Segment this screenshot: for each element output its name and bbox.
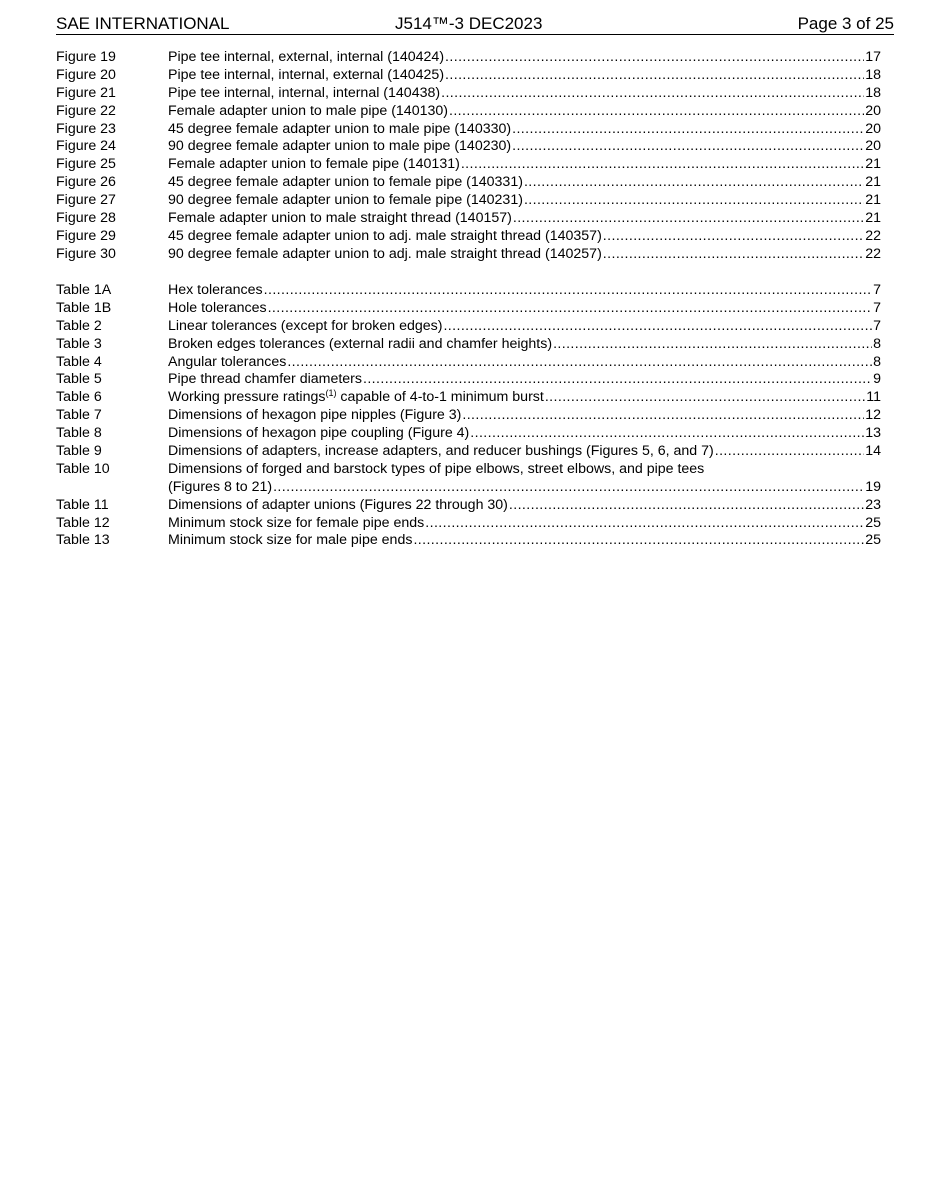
dot-leader xyxy=(553,336,872,354)
toc-entry-label: Figure 28 xyxy=(56,210,116,227)
toc-entry-page: 14 xyxy=(865,443,881,460)
dot-leader xyxy=(524,192,864,210)
dot-leader xyxy=(363,371,872,389)
footnote-marker: (1) xyxy=(325,388,337,399)
toc-entry-title: Minimum stock size for female pipe ends xyxy=(168,514,425,531)
toc-entry-title: Broken edges tolerances (external radii and chamfer heights) xyxy=(168,335,553,352)
toc-entry-title: Hex tolerances xyxy=(168,282,263,298)
toc-entry-label: Table 8 xyxy=(56,425,102,442)
toc-entry-title: 45 degree female adapter union to adj. male straight thread (140357) xyxy=(168,227,602,244)
toc-entry-title xyxy=(168,389,544,407)
toc-entry-page: 18 xyxy=(865,84,881,101)
toc-entry-label: Table 10 xyxy=(56,460,110,477)
toc-entry-title: Dimensions of adapter unions (Figures 22 through 30) xyxy=(168,496,508,513)
dot-leader xyxy=(413,532,864,550)
toc-entry-table-1a[interactable] xyxy=(56,282,881,300)
toc-entry-title: Female adapter union to male pipe (140130) xyxy=(168,102,448,119)
toc-entry-figure-24[interactable] xyxy=(56,138,881,156)
toc-entry-page: 7 xyxy=(873,282,881,298)
dot-leader xyxy=(445,49,864,67)
toc-entry-figure-22[interactable] xyxy=(56,103,881,121)
dot-leader xyxy=(509,497,864,515)
toc-entry-figure-30[interactable] xyxy=(56,246,881,264)
toc-entry-figure-26[interactable] xyxy=(56,174,881,192)
toc-entry-page: 13 xyxy=(865,425,881,442)
toc-entry-label: Table 3 xyxy=(56,335,102,352)
dot-leader xyxy=(287,354,872,372)
toc-entry-label: Table 11 xyxy=(56,496,109,513)
toc-entry-label: Figure 27 xyxy=(56,192,116,209)
dot-leader xyxy=(268,300,873,318)
toc-entry-label: Table 9 xyxy=(56,443,102,460)
toc-entry-title: 90 degree female adapter union to adj. male straight thread (140257) xyxy=(168,245,602,262)
toc-entry-title: Pipe tee internal, external, internal (140424) xyxy=(168,49,445,65)
toc-entry-table-13[interactable] xyxy=(56,532,881,550)
toc-entry-title: Minimum stock size for male pipe ends xyxy=(168,532,413,549)
toc-entry-label: Figure 22 xyxy=(56,102,116,119)
dot-leader xyxy=(512,138,864,156)
page-header xyxy=(56,14,894,35)
dot-leader xyxy=(425,515,864,533)
dot-leader xyxy=(461,156,864,174)
toc-entry-title: 45 degree female adapter union to female pipe (140331) xyxy=(168,174,523,191)
dot-leader xyxy=(524,174,864,192)
toc-entry-figure-27[interactable] xyxy=(56,192,881,210)
toc-entry-title: Pipe thread chamfer diameters xyxy=(168,371,362,388)
toc-entry-table-3[interactable] xyxy=(56,336,881,354)
header-page-number: Page 3 of 25 xyxy=(797,14,894,33)
toc-entry-title: 45 degree female adapter union to male pipe (140330) xyxy=(168,120,512,137)
toc-entry-title: Linear tolerances (except for broken edges) xyxy=(168,317,443,334)
dot-leader xyxy=(603,246,864,264)
toc-entry-figure-23[interactable] xyxy=(56,121,881,139)
toc-entry-figure-21[interactable] xyxy=(56,85,881,103)
toc-entry-label: Figure 25 xyxy=(56,156,116,173)
toc-entry-figure-20[interactable] xyxy=(56,67,881,85)
toc-entry-table-1b[interactable] xyxy=(56,300,881,318)
dot-leader xyxy=(445,67,864,85)
list-of-figures xyxy=(56,49,881,264)
toc-entry-page: 17 xyxy=(865,49,881,65)
dot-leader xyxy=(513,210,864,228)
toc-entry-title: Dimensions of hexagon pipe coupling (Figure 4) xyxy=(168,425,470,442)
toc-entry-title: 90 degree female adapter union to female pipe (140231) xyxy=(168,192,523,209)
toc-entry-label: Figure 30 xyxy=(56,245,116,262)
toc-entry-label: Table 7 xyxy=(56,407,102,424)
dot-leader xyxy=(462,407,864,425)
toc-entry-title: Pipe tee internal, internal, internal (140438) xyxy=(168,84,441,101)
toc-entry-label: Table 1B xyxy=(56,299,112,316)
toc-entry-page: 25 xyxy=(865,532,881,549)
toc-entry-label: Table 13 xyxy=(56,532,110,549)
toc-entry-page: 8 xyxy=(873,353,881,370)
toc-entry-page: 21 xyxy=(865,192,881,209)
toc-entry-page: 20 xyxy=(865,138,881,155)
toc-entry-title: Angular tolerances xyxy=(168,353,287,370)
toc-entry-label: Figure 23 xyxy=(56,120,116,137)
toc-entry-figure-28[interactable] xyxy=(56,210,881,228)
toc-entry-title: Hole tolerances xyxy=(168,299,267,316)
toc-entry-table-9[interactable] xyxy=(56,443,881,461)
toc-entry-page: 21 xyxy=(865,210,881,227)
toc-entry-title: Dimensions of hexagon pipe nipples (Figure 3) xyxy=(168,407,462,424)
toc-entry-page: 9 xyxy=(873,371,881,388)
toc-entry-title-continuation: capable of 4-to-1 minimum burst xyxy=(336,389,544,406)
toc-entry-title-line2: (Figures 8 to 21) xyxy=(168,478,273,495)
toc-entry-figure-25[interactable] xyxy=(56,156,881,174)
toc-entry-table-12[interactable] xyxy=(56,515,881,533)
dot-leader xyxy=(441,85,864,103)
toc-entry-page: 20 xyxy=(865,120,881,137)
toc-entry-label: Table 2 xyxy=(56,317,102,334)
toc-entry-title-text: Working pressure ratings xyxy=(168,389,326,406)
toc-entry-page: 25 xyxy=(865,514,881,531)
dot-leader xyxy=(603,228,864,246)
dot-leader xyxy=(264,282,872,300)
toc-entry-label: Figure 19 xyxy=(56,49,116,65)
toc-entry-label: Table 12 xyxy=(56,514,110,531)
toc-entry-page: 22 xyxy=(865,227,881,244)
dot-leader xyxy=(470,425,864,443)
dot-leader xyxy=(273,479,864,497)
toc-entry-title: Pipe tee internal, internal, external (140425) xyxy=(168,66,445,83)
toc-entry-table-5[interactable] xyxy=(56,371,881,389)
toc-entry-label: Figure 24 xyxy=(56,138,116,155)
toc-entry-table-10[interactable] xyxy=(56,461,881,497)
toc-entry-table-2[interactable] xyxy=(56,318,881,336)
toc-entry-label: Figure 20 xyxy=(56,66,116,83)
dot-leader xyxy=(545,389,865,407)
toc-entry-table-8[interactable] xyxy=(56,425,881,443)
toc-entry-label: Table 5 xyxy=(56,371,102,388)
toc-entry-label: Table 6 xyxy=(56,389,102,406)
toc-entry-label: Figure 29 xyxy=(56,227,116,244)
dot-leader xyxy=(449,103,864,121)
toc-entry-table-7[interactable] xyxy=(56,407,881,425)
toc-entry-page: 18 xyxy=(865,66,881,83)
toc-entry-figure-19[interactable] xyxy=(56,49,881,67)
dot-leader xyxy=(443,318,872,336)
toc-entry-title: Dimensions of adapters, increase adapters, and reducer bushings (Figures 5, 6, and 7) xyxy=(168,443,714,460)
toc-entry-figure-29[interactable] xyxy=(56,228,881,246)
toc-entry-label: Table 4 xyxy=(56,353,102,370)
toc-entry-title: 90 degree female adapter union to male pipe (140230) xyxy=(168,138,512,155)
toc-entry-page: 7 xyxy=(873,299,881,316)
dot-leader xyxy=(715,443,864,461)
toc-entry-page: 11 xyxy=(866,389,881,406)
toc-entry-page: 21 xyxy=(865,174,881,191)
toc-entry-page: 22 xyxy=(865,245,881,262)
toc-entry-table-4[interactable] xyxy=(56,354,881,372)
header-document-id: J514™-3 DEC2023 xyxy=(395,14,543,33)
toc-entry-label: Figure 21 xyxy=(56,84,116,101)
toc-entry-title: Dimensions of forged and barstock types of pipe elbows, street elbows, and pipe tees xyxy=(168,460,705,477)
toc-entry-title: Female adapter union to female pipe (140131) xyxy=(168,156,460,173)
toc-entry-page: 7 xyxy=(873,317,881,334)
dot-leader xyxy=(512,121,864,139)
list-of-tables xyxy=(56,282,881,550)
toc-entry-page: 8 xyxy=(873,335,881,352)
toc-entry-page: 12 xyxy=(865,407,881,424)
toc-entry-title: Female adapter union to male straight thread (140157) xyxy=(168,210,512,227)
toc-entry-table-6[interactable] xyxy=(56,389,881,407)
toc-entry-label: Figure 26 xyxy=(56,174,116,191)
toc-entry-page: 19 xyxy=(865,478,881,495)
toc-entry-table-11[interactable] xyxy=(56,497,881,515)
header-organization: SAE INTERNATIONAL xyxy=(56,14,230,33)
toc-entry-page: 23 xyxy=(865,496,881,513)
toc-entry-label: Table 1A xyxy=(56,282,112,298)
toc-entry-page: 20 xyxy=(865,102,881,119)
toc-entry-page: 21 xyxy=(865,156,881,173)
